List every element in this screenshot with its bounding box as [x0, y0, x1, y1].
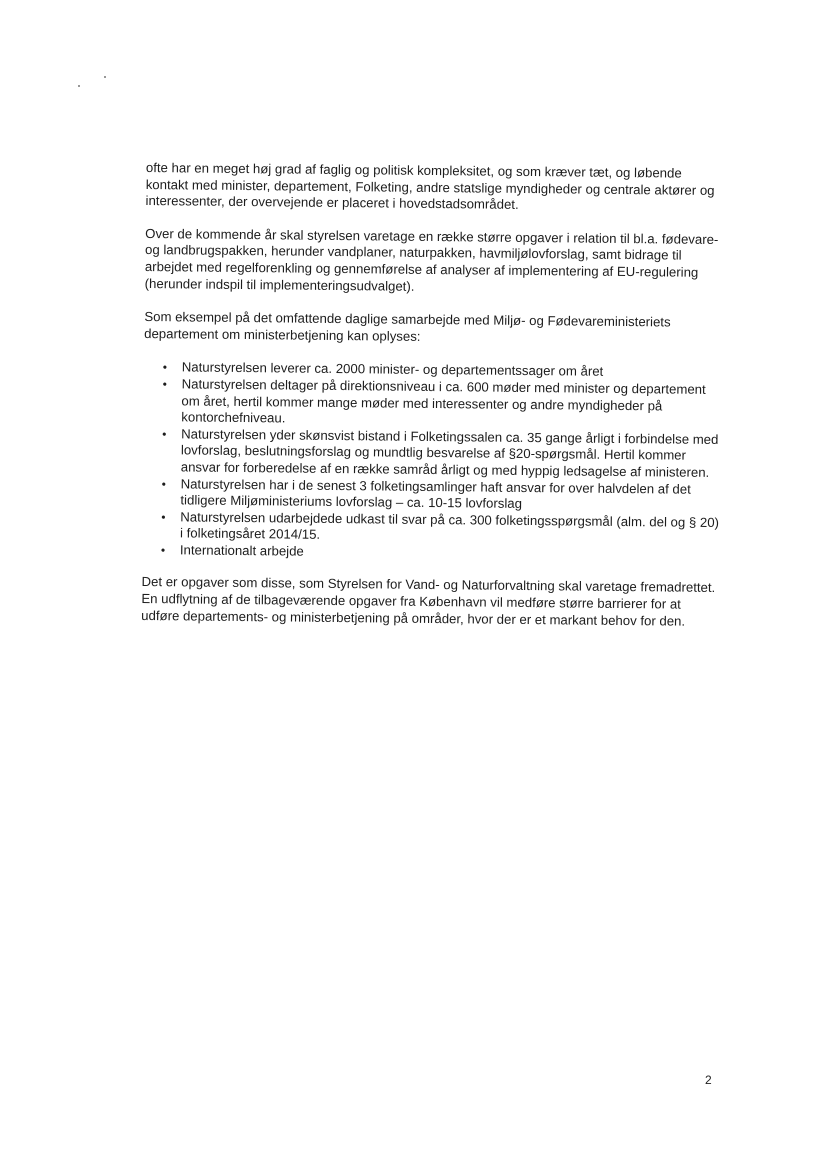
- bullet-icon: •: [162, 377, 167, 392]
- bullet-list: [142, 359, 724, 564]
- list-item-text: Naturstyrelsen har i de senest 3 folketingsamlinger haft ansvar for over halvdelen af det tidligere Miljøministeriums lovforslag – ca. 10-15 lovforslag: [180, 475, 691, 512]
- document-body: [141, 160, 726, 647]
- bullet-icon: •: [162, 426, 167, 441]
- list-item-text: Naturstyrelsen udarbejdede udkast til svar på ca. 300 folketingsspørgsmål (alm. del og § 20) i folketingsåret 2014/15.: [180, 509, 720, 543]
- bullet-icon: •: [161, 509, 166, 524]
- scan-speck: [78, 85, 80, 87]
- bullet-icon: •: [161, 476, 166, 491]
- paragraph-conclusion: Det er opgaver som disse, som Styrelsen for Vand- og Naturforvaltning skal varetage fremadrettet. En udflytning af de tilbageværende opgaver fra København vil medføre større barrierer for at udføre departements- og ministerbetjening på områder, hvor der er et markant behov for den.: [141, 574, 716, 629]
- list-item-text: Naturstyrelsen yder skønsvist bistand i Folketingssalen ca. 35 gange årligt i forbindelse med lovforslag, beslutningsforslag og mundtlig besvarelse af §20-spørgsmål. Hertil kommer ansvar for forberedelse af en række samråd årligt og med hyppig ledsagelse af ministeren.: [180, 426, 719, 480]
- list-item-text: Naturstyrelsen leverer ca. 2000 minister- og departementssager om året: [181, 359, 604, 380]
- list-item: [162, 426, 723, 481]
- paragraph-intro-continuation: ofte har en meget høj grad af faglig og politisk kompleksitet, og som kræver tæt, og løbende kontakt med minister, departement, Folketing, andre statslige myndigheder og centrale aktører og interessenter, der overvejende er placeret i hovedstadsområdet.: [145, 160, 715, 213]
- page-number: 2: [705, 1073, 712, 1087]
- paragraph-upcoming-tasks: Over de kommende år skal styrelsen varetage en række større opgaver i relation til bl.a. fødevare- og landbrugspakken, herunder vandplaner, naturpakken, havmiljølovforslag, samt bidrage til arbejdet med regelforenkling og gennemførelse af analyser af implementering af EU-regulering (herunder indspil til implementeringsudvalget).: [144, 225, 719, 294]
- bullet-icon: •: [160, 543, 166, 558]
- list-item: [161, 475, 722, 515]
- list-item: [161, 509, 722, 548]
- paragraph-example-intro: Som eksempel på det omfattende daglige samarbejde med Miljø- og Fødevareministeriets departement om ministerbetjening kan oplyses:: [144, 309, 671, 344]
- list-item: [162, 376, 723, 431]
- scan-speck: [104, 76, 106, 78]
- bullet-icon: •: [162, 360, 168, 375]
- scan-specks: [78, 76, 118, 96]
- list-item-text: Internationalt arbejde: [179, 542, 304, 559]
- list-item-text: Naturstyrelsen deltager på direktionsniveau i ca. 600 møder med minister og departement om året, hertil kommer mange møder med interessenter og andre myndigheder på kontorchefniveau.: [181, 376, 706, 426]
